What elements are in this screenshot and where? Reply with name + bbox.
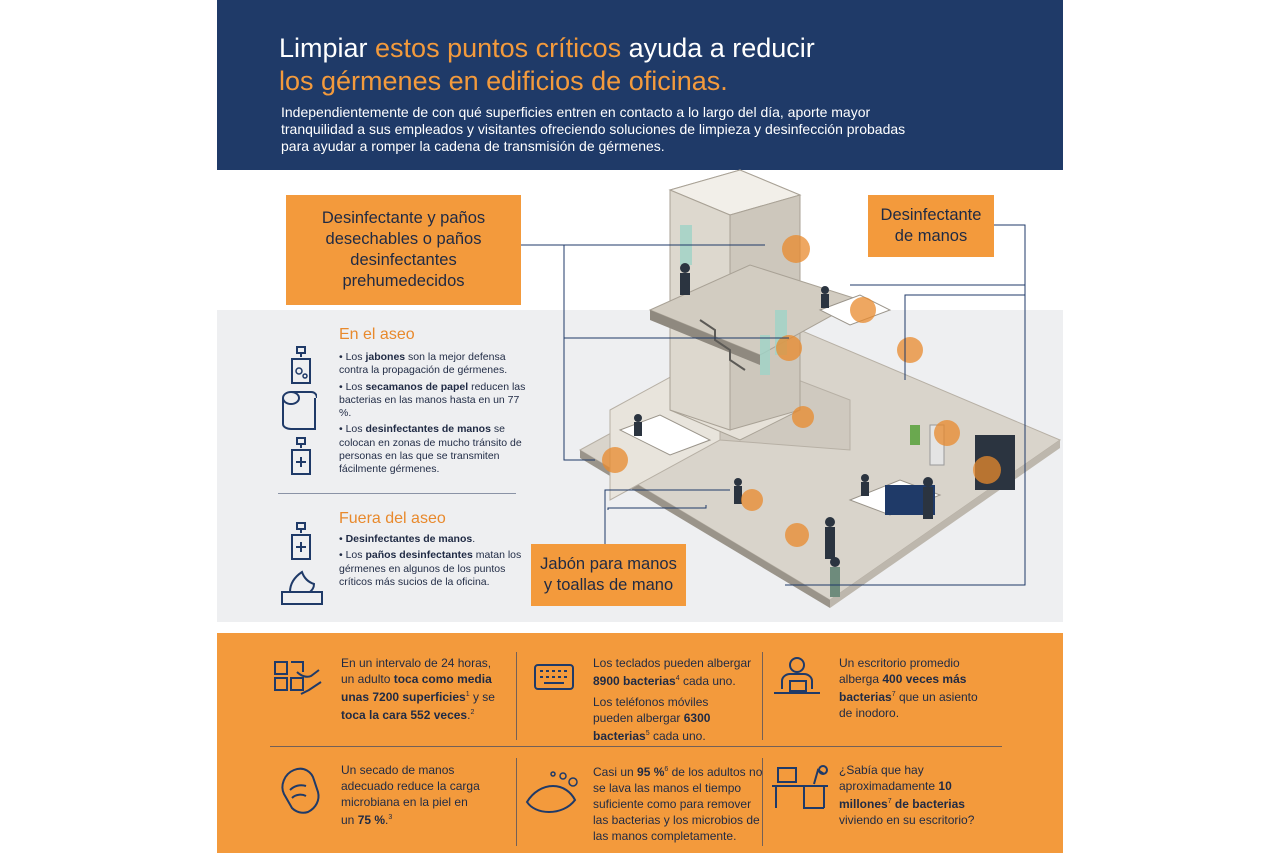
fact-surfaces-touched: En un intervalo de 24 horas, un adulto toca como media unas 7200 superficies$^1$ y se toca la cara 552 veces.$^2$ [341,656,495,722]
callout-soap-towels: Jabón para manos y toallas de mano [531,544,686,606]
callout-hand-sanitizer: Desinfectante de manos [868,195,994,257]
touch-hand-icon [273,658,323,698]
list-item: • Los desinfectantes de manos se colocan en zonas de mucho tránsito de personas en las que se transmiten fácilmente gérmenes. [339,423,529,476]
fact-hand-drying: Un secado de manos adecuado reduce la carga microbiana en la piel en un 75 %.$^3$ [341,763,480,827]
title-highlight: los gérmenes en edificios de oficinas. [279,66,728,96]
hand-sanitizer-icon [288,521,314,561]
paper-towel-roll-icon [281,390,317,430]
title-highlight: estos puntos críticos [375,33,622,63]
divider [270,746,1002,747]
hand-drying-icon [276,764,326,816]
person-at-computer-icon [772,655,822,701]
hand-washing-icon [523,768,583,818]
restroom-bullet-list [339,351,529,480]
title-text: Limpiar [279,33,376,63]
fact-desk-germs: ¿Sabía que hay aproximadamente 10 millones$^7$ de bacterias viviendo en su escritorio? [839,763,975,827]
fact-hand-washing: Casi un 95 %$^6$ de los adultos no se lava las manos el tiempo suficiente como para remover las bacterias y los microbios de las manos completamente. [593,765,763,843]
section-divider [278,493,516,494]
list-item: • Desinfectantes de manos. [339,533,529,546]
keyboard-icon [534,664,574,690]
fact-desk-bacteria: Un escritorio promedio alberga 400 veces más bacterias$^7$ que un asiento de inodoro. [839,656,978,720]
list-item: • Los paños desinfectantes matan los gérmenes en algunos de los puntos críticos más sucios de la oficina. [339,549,529,589]
wipes-pack-icon [280,568,324,608]
intro-text: Independientemente de con qué superficies entren en contacto a lo largo del día, aporte mayor tranquilidad a sus empleados y visitantes ofreciendo soluciones de limpieza y desinfección probadas para ayudar a romper la cadena de transmisión de gérmenes. [281,104,906,154]
outside-bullet-list [339,533,529,592]
divider [516,652,517,740]
soap-dispenser-icon [288,345,314,385]
fact-phones: Los teléfonos móviles pueden albergar 6300 bacterias$^5$ cada uno. [593,695,711,743]
page-title [279,32,1039,98]
restroom-section-title: En el aseo [339,326,415,343]
desk-icon [770,760,830,810]
divider [762,652,763,740]
list-item: • Los secamanos de papel reducen las bacterias en las manos hasta en un 77 %. [339,381,529,421]
hand-sanitizer-icon [288,436,314,476]
title-text: ayuda a reducir [621,33,815,63]
outside-section-title: Fuera del aseo [339,510,446,527]
fact-keyboards: Los teclados pueden albergar 8900 bacterias$^4$ cada uno. [593,656,752,688]
list-item: • Los jabones son la mejor defensa contra la propagación de gérmenes. [339,351,529,378]
divider [516,758,517,846]
callout-wipes: Desinfectante y paños desechables o paños desinfectantes prehumedecidos [286,195,521,305]
